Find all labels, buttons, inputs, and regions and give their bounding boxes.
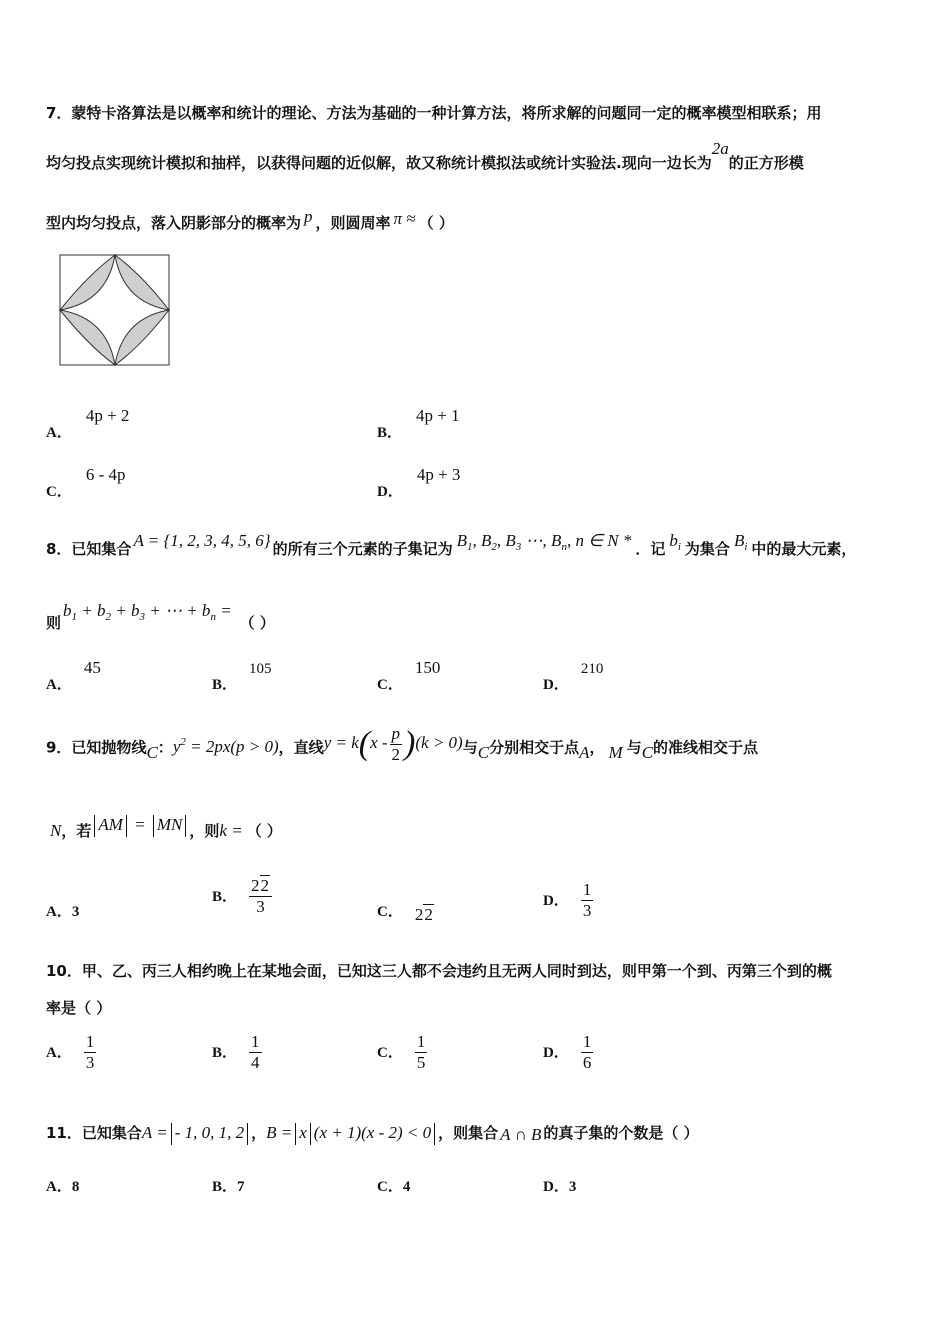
q7-line-1: 7．蒙特卡洛算法是以概率和统计的理论、方法为基础的一种计算方法，将所求解的问题同一定的概率模型相联系；用 [46,104,822,122]
q10-option-b[interactable]: B． $\frac{1}{4}$ [212,1032,260,1072]
q8-subsets: $B_1$, $B_2$, $B_3$ ⋯, $B_n$, n ∈ N * [456,531,632,553]
q8-option-b[interactable]: B．105 [212,661,272,693]
q11-option-b[interactable]: B．7 [212,1179,245,1195]
q8-set-a: A = {1, 2, 3, 4, 5, 6} [133,531,271,550]
q9-option-b-fraction: $\frac{22}{3}$ [249,876,272,917]
q8-option-a[interactable]: A．45 [46,658,101,693]
q10-line-1: 10．甲、乙、丙三人相约晚上在某地会面，已知这三人都不会违约且无两人同时到达，则甲第一个到、丙第三个到的概 [46,962,832,980]
q8-line-2: 则$b_1 + b_2 + b_3$ + ⋯ + $b_n$ =（ ） [46,601,275,632]
q9-option-a[interactable]: A．3 [46,904,80,920]
q10-option-a[interactable]: A． $\frac{1}{3}$ [46,1032,95,1072]
q9-line-2: N，若 AM = MN ，则k = （ ） [50,815,282,840]
q10-option-c[interactable]: C． $\frac{1}{5}$ [377,1032,426,1072]
q11-set-a: A = - 1, 0, 1, 2 [142,1123,251,1142]
q10-option-d[interactable]: D． $\frac{1}{6}$ [543,1032,592,1072]
q8-option-d[interactable]: D．210 [543,661,604,693]
q8-option-c[interactable]: C．150 [377,658,441,693]
q9-parabola: $y^2 = 2px(p > 0)$ [172,736,279,757]
q7-option-c[interactable]: C．6 - 4p [46,465,126,500]
q9-line-1: 9．已知抛物线C：$y^2 = 2px(p > 0)$，直线y = k(x - $\frac{p}{2}$ )(k > 0)与C分别相交于点A， M 与C的准线相交于点 [46,724,759,764]
q10-line-2: 率是（ ） [46,999,112,1017]
q11-line-1: 11．已知集合A = - 1, 0, 1, 2 ，B = x (x + 1)(x - 2) < 0 ，则集合 A ∩ B 的真子集的个数是（ ） [46,1123,699,1144]
q7-option-a[interactable]: A．4p + 2 [46,406,130,441]
q9-option-b[interactable]: B． $\frac{22}{3}$ [212,876,272,917]
q9-option-c-value: 22 [414,905,433,924]
q9-option-d[interactable]: D． $\frac{1}{3}$ [543,880,592,920]
q7-line-2: 均匀投点实现统计模拟和抽样，以获得问题的近似解，故又称统计模拟法或统计实验法.现向一边长为2a的正方形模 [46,139,804,172]
q11-set-b: B = x (x + 1)(x - 2) < 0 [266,1123,438,1142]
q7-square-figure [59,254,171,366]
q8-sum: $b_1 + b_2 + b_3$ + ⋯ + $b_n$ = [63,601,232,623]
q7-side-length: 2a [711,139,729,158]
q7-line-3: 型内均匀投点，落入阴影部分的概率为 p ，则圆周率 π ≈ （ ） [46,207,454,232]
q9-option-d-fraction: $\frac{1}{3}$ [582,880,592,920]
q11-option-d[interactable]: D．3 [543,1179,577,1195]
q7-option-b[interactable]: B．4p + 1 [377,406,460,441]
q11-option-c[interactable]: C．4 [377,1179,411,1195]
q8-line-1: 8．已知集合 A = {1, 2, 3, 4, 5, 6} 的所有三个元素的子集记为 $B_1$, $B_2$, $B_3$ ⋯, $B_n$, n ∈ N * ．记 $b_i$ 为集合 $B_i$ 中的最大元素， [46,531,857,558]
q11-option-a[interactable]: A．8 [46,1179,80,1195]
q9-condition: AM = MN [91,815,189,834]
q9-option-c[interactable]: C． 22 [377,904,433,924]
q9-line-equation: y = k(x - $\frac{p}{2}$ )(k > 0) [323,724,463,764]
q7-option-d[interactable]: D．4p + 3 [377,465,461,500]
q11-intersection: A ∩ B [500,1125,542,1144]
